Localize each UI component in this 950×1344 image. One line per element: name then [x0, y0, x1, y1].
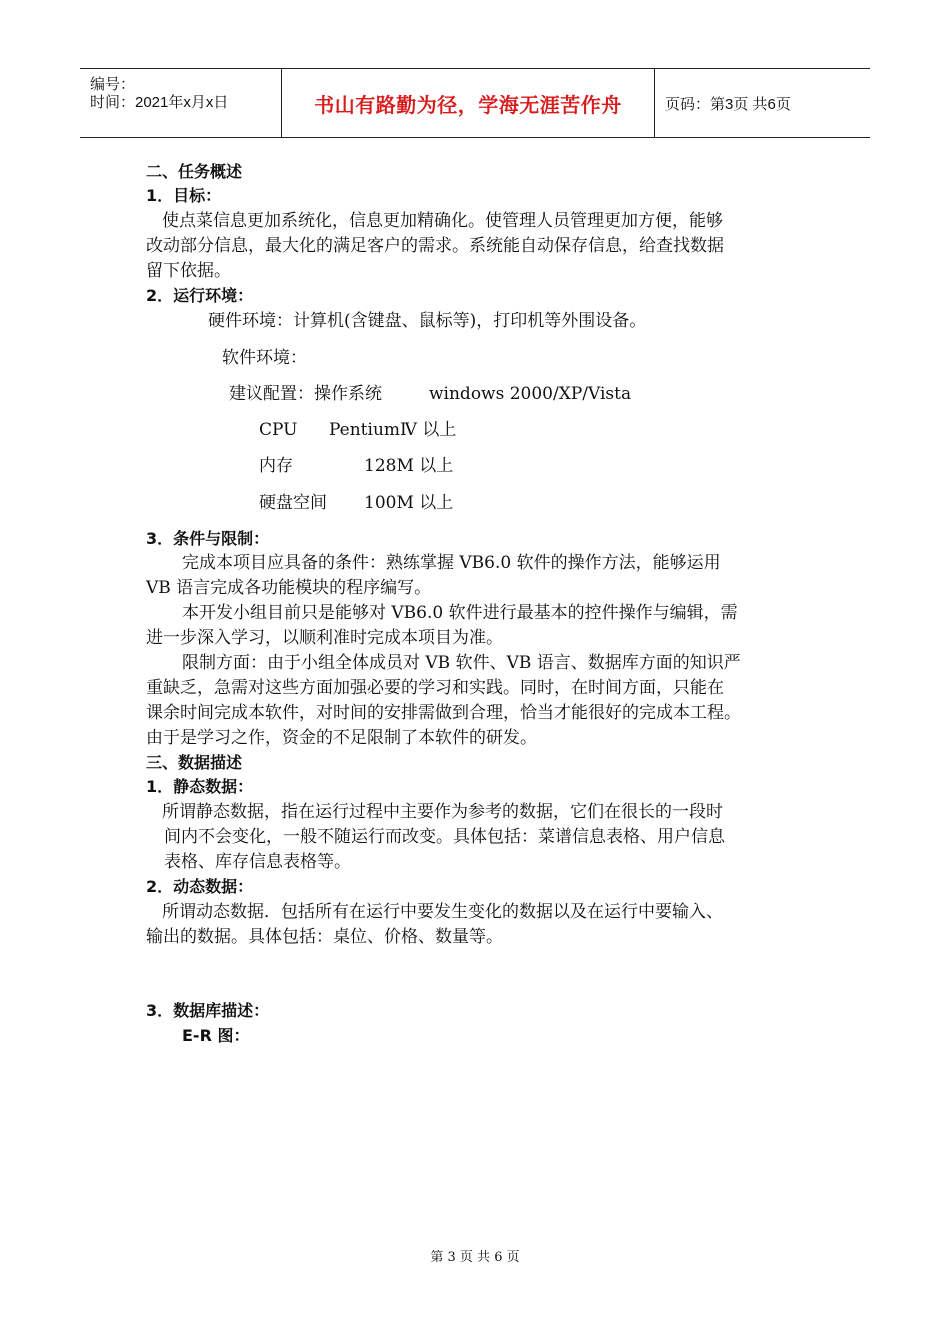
- conditions-line-5: 限制方面：由于小组全体成员对 VB 软件、VB 语言、数据库方面的知识严: [182, 653, 741, 673]
- conditions-line-7: 课余时间完成本软件，对时间的安排需做到合理，恰当才能很好的完成本工程。: [146, 703, 741, 723]
- hardware-env: 硬件环境：计算机(含键盘、鼠标等)，打印机等外围设备。: [208, 311, 647, 331]
- cpu-value: PentiumⅣ 以上: [329, 420, 457, 440]
- config-label: 建议配置：操作系统: [229, 384, 382, 404]
- config-os: windows 2000/XP/Vista: [429, 384, 632, 404]
- memory-value: 128M 以上: [364, 456, 454, 476]
- memory-label: 内存: [259, 456, 293, 476]
- static-line-1: 所谓静态数据，指在运行过程中主要作为参考的数据，它们在很长的一段时: [162, 802, 723, 822]
- page-header: [80, 68, 870, 138]
- subsection-env-title: 2．运行环境：: [146, 286, 254, 305]
- conditions-line-6: 重缺乏，急需对这些方面加强必要的学习和实践。同时，在时间方面，只能在: [146, 678, 724, 698]
- subsection-conditions-title: 3．条件与限制：: [146, 529, 270, 548]
- header-motto: [282, 69, 655, 137]
- dynamic-line-1: 所谓动态数据．包括所有在运行中要发生变化的数据以及在运行中要输入、: [162, 902, 723, 922]
- conditions-line-2: VB 语言完成各功能模块的程序编写。: [146, 578, 432, 598]
- motto-text: 书山有路勤为径，学海无涯苦作舟: [314, 92, 622, 117]
- static-line-2: 间内不会变化，一般不随运行而改变。具体包括：菜谱信息表格、用户信息: [164, 827, 725, 847]
- section-3-title: 三、数据描述: [146, 753, 243, 772]
- header-page-info: 页码：第3页 共6页: [665, 95, 791, 113]
- goal-line-2: 改动部分信息，最大化的满足客户的需求。系统能自动保存信息，给查找数据: [146, 236, 724, 256]
- header-meta: [80, 69, 282, 137]
- subsection-dynamic-title: 2．动态数据：: [146, 877, 254, 896]
- conditions-line-8: 由于是学习之作，资金的不足限制了本软件的研发。: [146, 728, 537, 748]
- goal-line-3: 留下依据。: [146, 261, 231, 281]
- section-2-title: 二、任务概述: [146, 162, 243, 181]
- conditions-line-4: 进一步深入学习，以顺利准时完成本项目为准。: [146, 628, 503, 648]
- subsection-goal-title: 1．目标：: [146, 186, 222, 205]
- disk-value: 100M 以上: [364, 493, 454, 513]
- time-label: 时间：2021年x月x日: [90, 94, 229, 111]
- static-line-3: 表格、库存信息表格等。: [164, 852, 351, 872]
- subsection-static-title: 1．静态数据：: [146, 777, 254, 796]
- conditions-line-3: 本开发小组目前只是能够对 VB6.0 软件进行最基本的控件操作与编辑，需: [182, 603, 738, 623]
- cpu-label: CPU: [259, 420, 298, 440]
- goal-line-1: 使点菜信息更加系统化，信息更加精确化。使管理人员管理更加方便，能够: [162, 211, 723, 231]
- page-footer: 第 3 页 共 6 页: [430, 1250, 520, 1265]
- er-diagram-label: E-R 图：: [182, 1026, 250, 1045]
- conditions-line-1: 完成本项目应具备的条件：熟练掌握 VB6.0 软件的操作方法，能够运用: [182, 553, 721, 573]
- dynamic-line-2: 输出的数据。具体包括：桌位、价格、数量等。: [146, 927, 503, 947]
- software-env: 软件环境：: [222, 348, 307, 368]
- number-label: 编号：: [90, 76, 136, 93]
- disk-label: 硬盘空间: [259, 493, 327, 513]
- subsection-db-title: 3．数据库描述：: [146, 1001, 270, 1020]
